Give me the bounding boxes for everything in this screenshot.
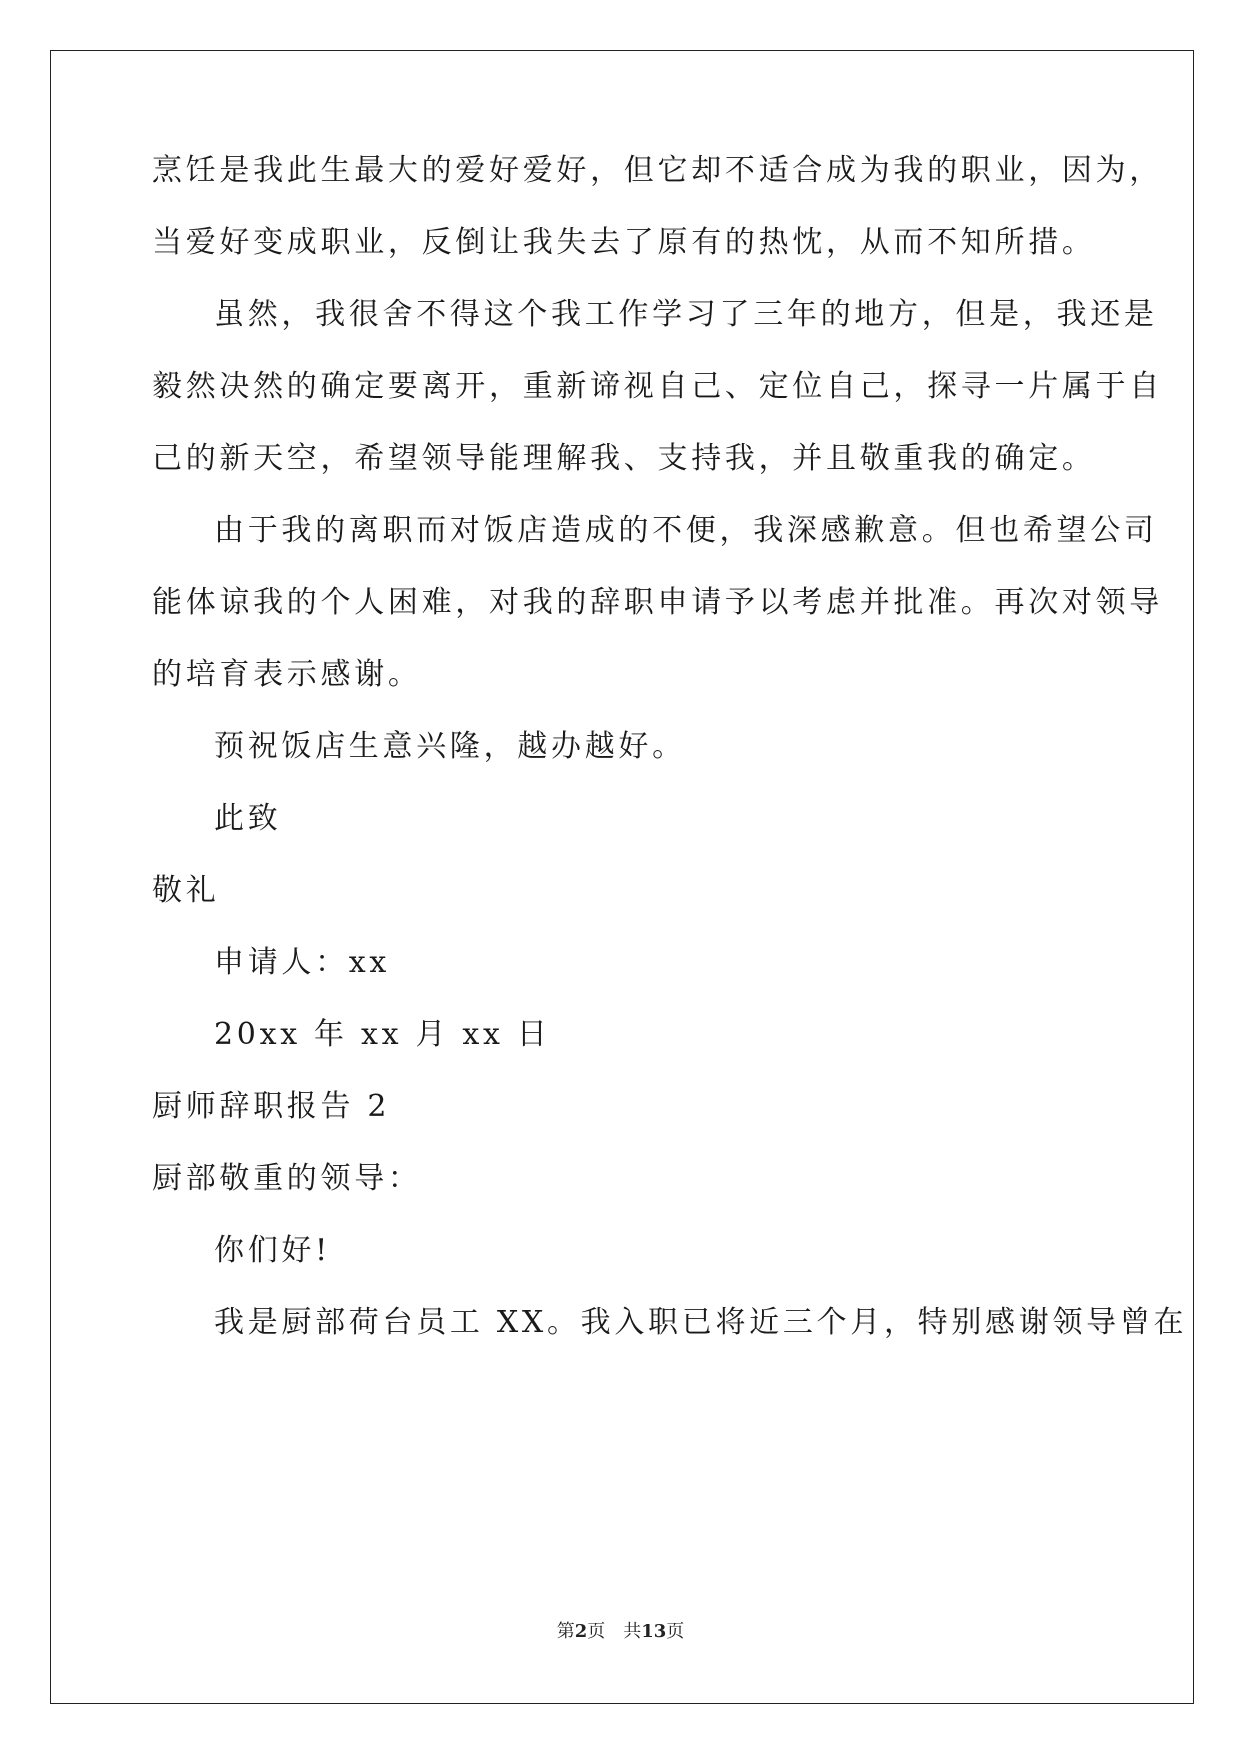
footer-suffix: 页 — [666, 1621, 685, 1642]
salutation-close: 此致 — [214, 801, 282, 836]
footer-total-pages: 13 — [641, 1621, 667, 1642]
text-line: 的培育表示感谢。 — [152, 657, 422, 692]
footer-page-number: 2 — [574, 1621, 588, 1642]
section-title: 厨师辞职报告 2 — [152, 1089, 391, 1124]
paragraph-start: 我是厨部荷台员工 XX。我入职已将近三个月，特别感谢领导曾在 — [214, 1305, 1188, 1340]
closing-wish: 预祝饭店生意兴隆，越办越好。 — [214, 729, 686, 764]
text-line: 能体谅我的个人困难，对我的辞职申请予以考虑并批准。再次对领导 — [152, 585, 1163, 620]
salutation-regards: 敬礼 — [152, 873, 220, 908]
footer-prefix: 第 — [556, 1621, 575, 1642]
applicant-name: 申请人：xx — [214, 945, 391, 980]
page-footer — [0, 1620, 1241, 1644]
letter-recipient: 厨部敬重的领导： — [152, 1161, 422, 1196]
text-line: 烹饪是我此生最大的爱好爱好，但它却不适合成为我的职业，因为， — [152, 153, 1163, 188]
paragraph-start: 由于我的离职而对饭店造成的不便，我深感歉意。但也希望公司 — [214, 513, 1158, 548]
greeting: 你们好! — [214, 1233, 331, 1268]
text-line: 当爱好变成职业，反倒让我失去了原有的热忱，从而不知所措。 — [152, 225, 1096, 260]
text-line: 毅然决然的确定要离开，重新谛视自己、定位自己，探寻一片属于自 — [152, 369, 1163, 404]
date-line: 20xx 年 xx 月 xx 日 — [214, 1017, 551, 1052]
text-line: 己的新天空，希望领导能理解我、支持我，并且敬重我的确定。 — [152, 441, 1096, 476]
footer-mid: 页 共 — [587, 1621, 642, 1642]
paragraph-start: 虽然，我很舍不得这个我工作学习了三年的地方，但是，我还是 — [214, 297, 1158, 332]
